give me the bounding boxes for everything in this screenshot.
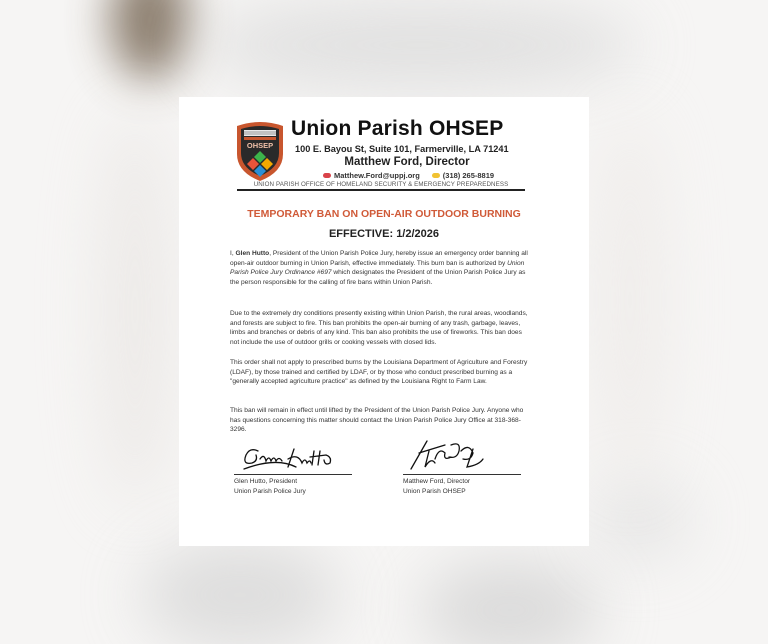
svg-text:OHSEP: OHSEP — [246, 141, 274, 150]
phone-icon — [432, 173, 440, 178]
paragraph-duration-contact: This ban will remain in effect until lifted by the President of the Union Parish Police Jury. Anyone who has questions concerning this matter should contact the Union Parish Police Jury Office at 318-368-3296. — [230, 407, 524, 434]
signer-name: Matthew Ford, Director — [403, 478, 471, 485]
agency-address: 100 E. Bayou St, Suite 101, Farmerville, LA 71241 — [295, 144, 509, 154]
signer-title: Union Parish OHSEP — [403, 488, 466, 495]
background-blur-shape — [140, 540, 340, 644]
signer-name: Glen Hutto, President — [234, 478, 298, 485]
paragraph-conditions: Due to the extremely dry conditions presently existing within Union Parish, the rural areas, woodlands, and forests are subject to fire. This ban prohibits the open-air burning of any trash, garbage, leaves, limbs and branches or debris of any kind. This ban also prohibits the use of fireworks. This ban does not include the use of outdoor grills or cooking vessels with closed lids. — [230, 310, 528, 346]
agency-name: Union Parish OHSEP — [291, 117, 504, 140]
signature-matthew-ford-icon — [405, 437, 521, 473]
signature-block-president — [234, 437, 354, 497]
contact-line — [323, 171, 494, 180]
paragraph-exemptions: This order shall not apply to prescribed burns by the Louisiana Department of Agriculture and Forestry (LDAF), by those trained and certified by LDAF, or by those who conduct prescribed burning as a "generally accepted agriculture practice" as defined by the Louisiana Right to Farm Law. — [230, 359, 528, 386]
paragraph-text: , President of the Union Parish Police Jury, hereby issue an emergency order banning all open-air outdoor burning in Union Parish, effective immediately. This burn ban is authorized by — [230, 250, 528, 267]
background-blur-shape — [100, 110, 170, 510]
issuer-name: Glen Hutto — [235, 250, 270, 257]
signature-block-director — [403, 437, 523, 497]
background-blur-shape — [420, 560, 600, 644]
document-title: TEMPORARY BAN ON OPEN-AIR OUTDOOR BURNING — [247, 208, 521, 220]
signature-line — [403, 474, 521, 475]
letterhead-divider — [237, 189, 525, 191]
email-address[interactable]: Matthew.Ford@uppj.org — [334, 171, 420, 180]
burn-ban-document — [179, 97, 589, 546]
signature-line — [234, 474, 352, 475]
effective-date: EFFECTIVE: 1/2/2026 — [328, 228, 440, 240]
ohsep-shield-logo-icon — [233, 120, 287, 182]
director-line: Matthew Ford, Director — [344, 156, 470, 168]
ordinance-reference: Union Parish Police Jury Ordinance #697 — [230, 259, 525, 277]
paragraph-text: which designates the President of the Union Parish Police Jury as the person responsible for the calling of fire bans within Union Parish. — [230, 269, 526, 286]
paragraph-order — [230, 249, 530, 287]
signer-title: Union Parish Police Jury — [234, 488, 306, 495]
background-blur-shape — [595, 110, 665, 490]
background-blur-shape — [200, 0, 640, 90]
letterhead — [233, 117, 525, 189]
background-blur-shape — [110, 0, 190, 80]
email-icon — [323, 173, 331, 178]
paragraph-text: I, — [230, 250, 236, 257]
background-blur-shape — [590, 480, 690, 560]
organization-full-name: UNION PARISH OFFICE OF HOMELAND SECURITY & EMERGENCY PREPAREDNESS — [253, 181, 509, 188]
phone-number: (318) 265-8819 — [442, 171, 495, 180]
signature-glen-hutto-icon — [236, 437, 352, 473]
